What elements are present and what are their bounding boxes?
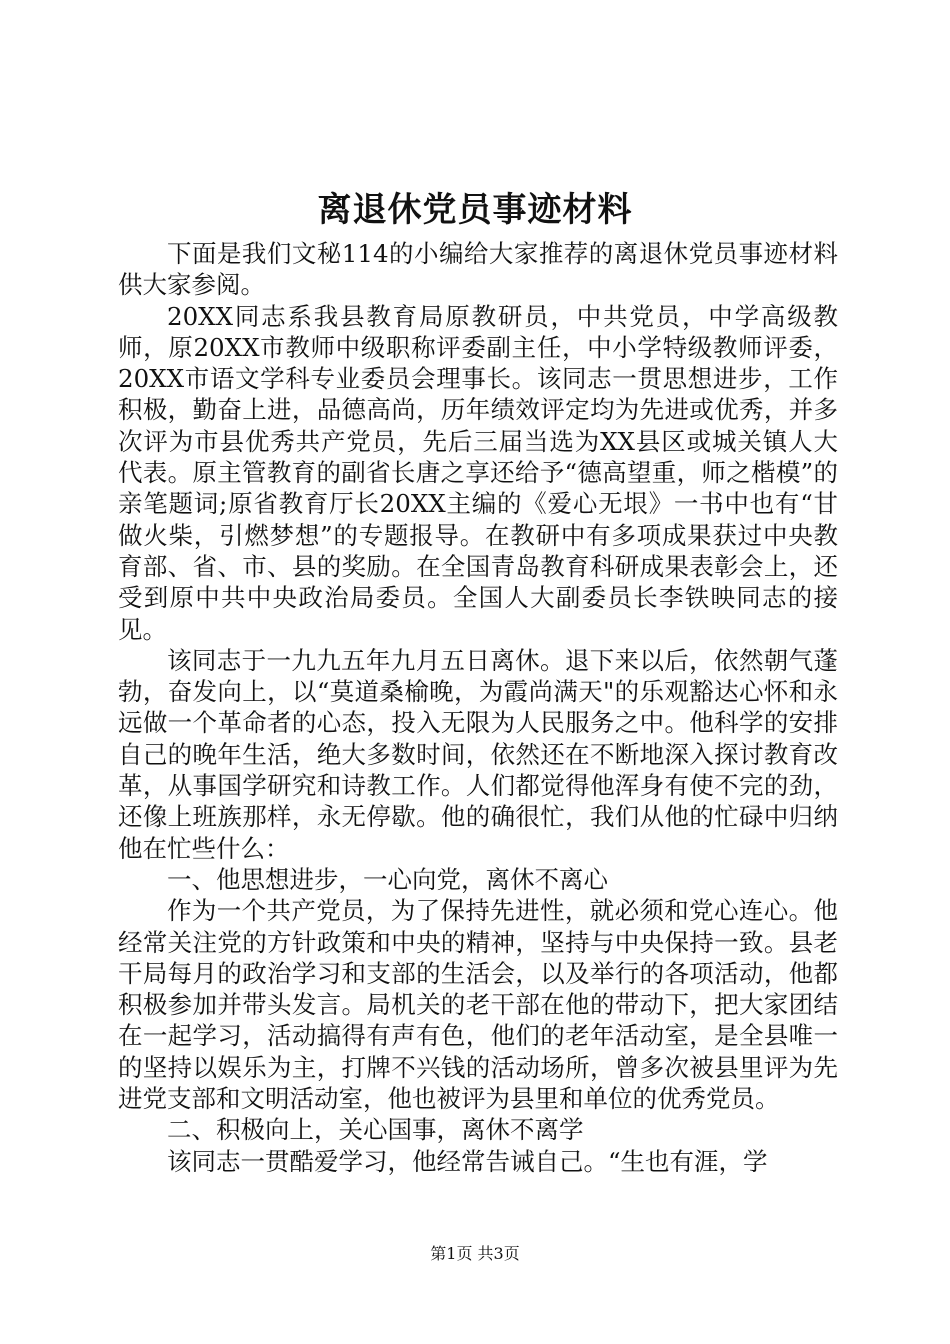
paragraph-intro: 下面是我们文秘114的小编给大家推荐的离退休党员事迹材料供大家参阅。	[118, 239, 838, 300]
section-heading-2: 二、积极向上，关心国事，离休不离学	[167, 1115, 584, 1145]
page-number-footer: 第1页 共3页	[430, 1244, 520, 1263]
paragraph-section-1: 作为一个共产党员，为了保持先进性，就必须和党心连心。他经常关注党的方针政策和中央的精神，坚持与中央保持一致。县老干局每月的政治学习和支部的生活会，以及举行的各项活动，他都积极参加并带头发言。局机关的老干部在他的带动下，把大家团结在一起学习，活动搞得有声有色，他们的老年活动室，是全县唯一的坚持以娱乐为主，打牌不兴钱的活动场所，曾多次被县里评为先进党支部和文明活动室，他也被评为县里和单位的优秀党员。	[118, 896, 838, 1114]
document-body	[118, 238, 838, 1177]
section-heading-1: 一、他思想进步，一心向党，离休不离心	[167, 864, 608, 894]
document-title: 离退休党员事迹材料	[317, 190, 633, 230]
paragraph-retirement: 该同志于一九九五年九月五日离休。退下来以后，依然朝气蓬勃，奋发向上，以“莫道桑榆晚，为霞尚满天"的乐观豁达心怀和永远做一个革命者的心态，投入无限为人民服务之中。他科学的安排自己的晚年生活，绝大多数时间，依然还在不断地深入探讨教育改革，从事国学研究和诗教工作。人们都觉得他浑身有使不完的劲，还像上班族那样，永无停歇。他的确很忙，我们从他的忙碌中归纳他在忙些什么：	[118, 645, 838, 863]
paragraph-section-2: 该同志一贯酷爱学习，他经常告诫自己。“生也有涯，学	[167, 1146, 768, 1176]
paragraph-biography: 20XX同志系我县教育局原教研员，中共党员，中学高级教师，原20XX市教师中级职称评委副主任，中小学特级教师评委，20XX市语文学科专业委员会理事长。该同志一贯思想进步，工作积极，勤奋上进，品德高尚，历年绩效评定均为先进或优秀，并多次评为市县优秀共产党员，先后三届当选为XX县区或城关镇人大代表。原主管教育的副省长唐之享还给予“德高望重，师之楷模”的亲笔题词;原省教育厅长20XX主编的《爱心无垠》一书中也有“甘做火柴，引燃梦想”的专题报导。在教研中有多项成果获过中央教育部、省、市、县的奖励。在全国青岛教育科研成果表彰会上，还受到原中共中央政治局委员。全国人大副委员长李铁映同志的接见。	[118, 301, 838, 644]
